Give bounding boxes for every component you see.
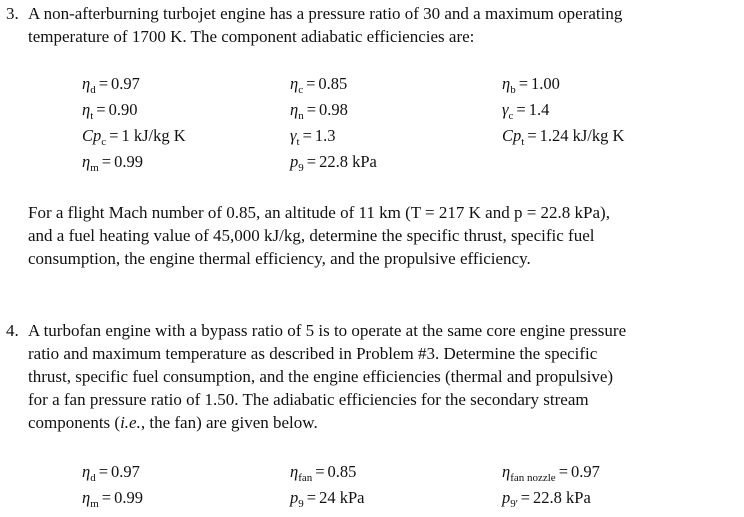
parameter-subscript: 9' — [510, 498, 518, 510]
equals-sign: = — [109, 126, 119, 145]
parameter-value: 1 kJ/kg K — [121, 126, 186, 145]
parameter-subscript: d — [90, 84, 96, 96]
parameter-symbol: γ — [290, 126, 297, 145]
parameter-symbol: Cp — [82, 126, 102, 145]
parameter-subscript: m — [90, 498, 99, 510]
parameter-symbol: Cp — [502, 126, 522, 145]
parameter-entry — [290, 150, 377, 173]
problem3-row — [0, 72, 744, 98]
equals-sign: = — [306, 100, 316, 119]
equals-sign: = — [518, 74, 528, 93]
parameter-entry — [290, 460, 356, 483]
parameter-value: 0.97 — [571, 462, 600, 481]
parameter-symbol: η — [502, 74, 511, 93]
parameter-entry — [290, 486, 364, 509]
parameter-value: 1.00 — [531, 74, 560, 93]
parameter-symbol: η — [290, 100, 299, 119]
equals-sign: = — [516, 100, 526, 119]
parameter-value: 22.8 kPa — [533, 488, 591, 507]
flight-line-3: consumption, the engine thermal efficiency, and the propulsive efficiency. — [28, 249, 531, 268]
problem-4-line-4: for a fan pressure ratio of 1.50. The adiabatic efficiencies for the secondary stream — [28, 390, 589, 409]
parameter-value: 1.3 — [314, 126, 336, 145]
parameter-subscript: d — [90, 472, 96, 484]
problem4-row — [0, 460, 744, 486]
problem3-row — [0, 124, 744, 150]
problem-3-line-2: temperature of 1700 K. The component adiabatic efficiencies are: — [28, 27, 475, 46]
parameter-symbol: η — [82, 74, 91, 93]
problem3-row — [0, 150, 744, 176]
parameter-value: 1.4 — [528, 100, 550, 119]
parameter-value: 22.8 kPa — [319, 152, 377, 171]
parameter-value: 0.97 — [111, 74, 140, 93]
flight-line-1: For a flight Mach number of 0.85, an altitude of 11 km (T = 217 K and p = 22.8 kPa), — [28, 203, 610, 222]
parameter-subscript: m — [90, 162, 99, 174]
parameter-subscript: b — [510, 84, 516, 96]
equals-sign: = — [306, 152, 317, 171]
parameter-entry — [290, 98, 348, 121]
parameter-subscript: t — [296, 136, 300, 148]
parameter-entry — [290, 124, 336, 147]
equals-sign: = — [101, 488, 112, 507]
parameter-entry — [82, 124, 186, 147]
parameter-subscript: c — [298, 84, 304, 96]
parameter-value: 0.99 — [114, 152, 143, 171]
parameter-symbol: η — [290, 74, 299, 93]
parameter-symbol: η — [82, 488, 91, 507]
parameter-subscript: c — [508, 110, 514, 122]
parameter-entry — [82, 486, 143, 509]
problem-3-parameter-table — [0, 72, 744, 176]
parameter-value: 0.85 — [327, 462, 357, 481]
equals-sign: = — [101, 152, 112, 171]
problem-4-number: 4. — [6, 321, 19, 340]
problem-3-number: 3. — [6, 4, 19, 23]
parameter-symbol: η — [82, 462, 91, 481]
equals-sign: = — [96, 100, 106, 119]
problem-4-statement — [28, 319, 728, 434]
parameter-value: 0.98 — [319, 100, 348, 119]
problem4-row — [0, 486, 744, 512]
parameter-symbol: η — [82, 152, 91, 171]
parameter-entry — [82, 72, 140, 95]
line-5-text-b: , the fan) are given below. — [140, 413, 318, 432]
parameter-symbol: p — [290, 152, 299, 171]
parameter-value: 0.90 — [108, 100, 138, 119]
parameter-value: 0.99 — [114, 488, 143, 507]
problem-3-flight-conditions — [28, 201, 728, 270]
line-5-ie: i.e. — [120, 413, 141, 432]
equals-sign: = — [306, 74, 316, 93]
equals-sign: = — [98, 462, 108, 481]
problem-4-line-2: ratio and maximum temperature as described in Problem #3. Determine the specific — [28, 344, 598, 363]
flight-line-2: and a fuel heating value of 45,000 kJ/kg, determine the specific thrust, specific fuel — [28, 226, 595, 245]
equals-sign: = — [520, 488, 531, 507]
parameter-subscript: t — [90, 110, 94, 122]
problem-4-line-1: A turbofan engine with a bypass ratio of 5 is to operate at the same core engine pressure — [28, 321, 627, 340]
equals-sign: = — [315, 462, 325, 481]
parameter-subscript: t — [521, 136, 525, 148]
problem-4-parameter-table — [0, 460, 744, 512]
parameter-entry — [290, 72, 347, 95]
parameter-entry — [502, 460, 600, 483]
parameter-entry — [82, 98, 137, 121]
parameter-entry — [502, 72, 560, 95]
parameter-entry — [502, 124, 624, 147]
parameter-symbol: γ — [502, 100, 509, 119]
problem-4-line-3: thrust, specific fuel consumption, and the engine efficiencies (thermal and propulsive) — [28, 367, 614, 386]
equals-sign: = — [558, 462, 568, 481]
parameter-subscript: n — [298, 110, 304, 122]
equals-sign: = — [98, 74, 108, 93]
problem-3-statement — [28, 2, 728, 48]
equals-sign: = — [302, 126, 312, 145]
parameter-subscript: 9 — [298, 162, 304, 174]
parameter-symbol: η — [502, 462, 511, 481]
parameter-subscript: 9 — [298, 498, 304, 510]
line-5-text-a: components ( — [28, 413, 121, 432]
parameter-symbol: p — [290, 488, 299, 507]
parameter-entry — [502, 98, 549, 121]
parameter-entry — [82, 150, 143, 173]
parameter-entry — [82, 460, 140, 483]
problem-3-line-1: A non-afterburning turbojet engine has a pressure ratio of 30 and a maximum operating — [28, 4, 623, 23]
parameter-value: 1.24 kJ/kg K — [539, 126, 625, 145]
parameter-symbol: η — [290, 462, 299, 481]
parameter-symbol: η — [82, 100, 91, 119]
problem-4-line-5 — [28, 411, 728, 434]
equals-sign: = — [306, 488, 317, 507]
parameter-value: 0.97 — [111, 462, 140, 481]
parameter-entry — [502, 486, 591, 509]
parameter-value: 0.85 — [318, 74, 348, 93]
parameter-symbol: p — [502, 488, 511, 507]
parameter-subscript: c — [101, 136, 107, 148]
parameter-value: 24 kPa — [319, 488, 365, 507]
problem3-row — [0, 98, 744, 124]
parameter-subscript: fan nozzle — [510, 472, 556, 484]
equals-sign: = — [527, 126, 537, 145]
parameter-subscript: fan — [298, 472, 313, 484]
